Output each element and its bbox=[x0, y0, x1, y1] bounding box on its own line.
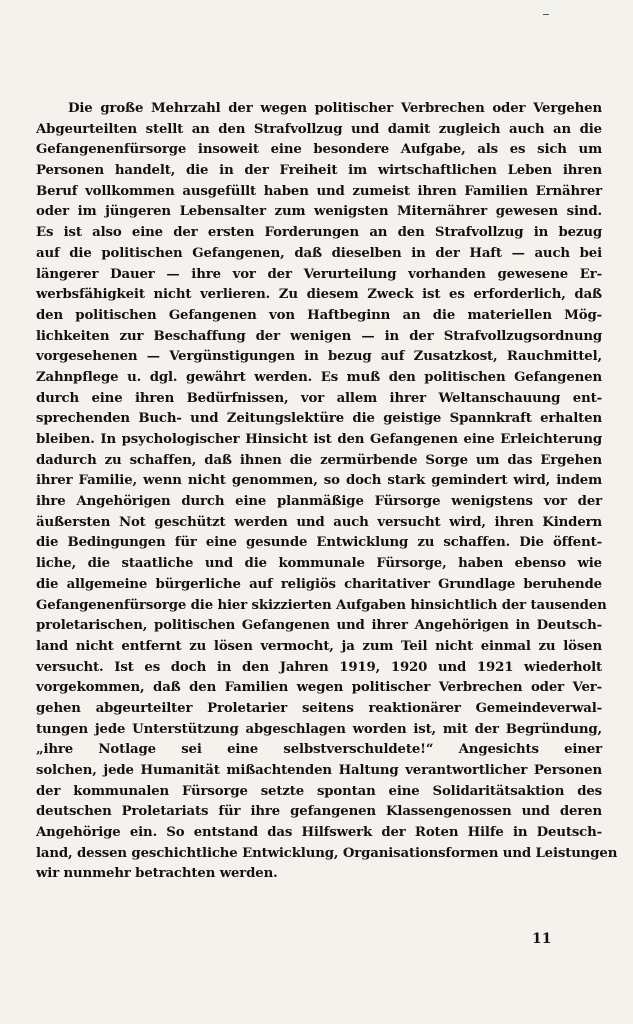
text-line: Die große Mehrzahl der wegen politischer Verbrechen oder Vergehen bbox=[68, 101, 602, 116]
text-line: Personen handelt, die in der Freiheit im wirtschaftlichen Leben ihren bbox=[36, 163, 602, 179]
text-line: proletarischen, politischen Gefangenen und ihrer Angehörigen in Deutsch- bbox=[36, 618, 602, 634]
text-line: durch eine ihren Bedürfnissen, vor allem ihrer Weltanschauung ent- bbox=[36, 390, 602, 406]
text-line: längerer Dauer — ihre vor der Verurteilung vorhanden gewesene Er- bbox=[36, 266, 602, 282]
text-line: Zahnpflege u. dgl. gewährt werden. Es muß den politischen Gefangenen bbox=[36, 369, 602, 385]
text-line: ihrer Familie, wenn nicht genommen, so doch stark gemindert wird, indem bbox=[36, 473, 602, 489]
text-line: solchen, jede Humanität mißachtenden Haltung verantwortlicher Personen bbox=[36, 763, 602, 778]
text-line: die Bedingungen für eine gesunde Entwicklung zu schaffen. Die öffent- bbox=[36, 535, 602, 551]
text-line: wir nunmehr betrachten werden. bbox=[36, 866, 278, 882]
text-line: Gefangenenfürsorge insoweit eine besondere Aufgabe, als es sich um bbox=[36, 142, 602, 158]
text-line: die allgemeine bürgerliche auf religiös charitativer Grundlage beruhende bbox=[36, 576, 602, 592]
text-line: gehen abgeurteilter Proletarier seitens reaktionärer Gemeindeverwal- bbox=[36, 700, 602, 716]
text-line: land, dessen geschichtliche Entwicklung, Organisationsformen und Leistungen bbox=[36, 845, 618, 861]
text-line: Angehörige ein. So entstand das Hilfswerk der Roten Hilfe in Deutsch- bbox=[36, 825, 602, 841]
text-line: den politischen Gefangenen von Haftbeginn an die materiellen Mög- bbox=[36, 307, 602, 323]
text-line: Gefangenenfürsorge die hier skizzierten Aufgaben hinsichtlich der tausenden bbox=[36, 597, 607, 613]
text-line: der kommunalen Fürsorge setzte spontan eine Solidaritätsaktion des bbox=[36, 783, 602, 799]
text-line: auf die politischen Gefangenen, daß dieselben in der Haft — auch bei bbox=[36, 245, 602, 261]
text-line: werbsfähigkeit nicht verlieren. Zu diesem Zweck ist es erforderlich, daß bbox=[36, 287, 602, 303]
text-line: Abgeurteilten stellt an den Strafvollzug und damit zugleich auch an die bbox=[36, 121, 602, 137]
body-paragraph bbox=[36, 99, 618, 885]
text-line: liche, die staatliche und die kommunale Fürsorge, haben ebenso wie bbox=[36, 556, 602, 572]
text-line: versucht. Ist es doch in den Jahren 1919, 1920 und 1921 wiederholt bbox=[36, 659, 602, 675]
text-line: tungen jede Unterstützung abgeschlagen worden ist, mit der Begründung, bbox=[36, 721, 602, 737]
text-line: Es ist also eine der ersten Forderungen an den Strafvollzug in bezug bbox=[36, 225, 602, 241]
text-line: dadurch zu schaffen, daß ihnen die zermürbende Sorge um das Ergehen bbox=[36, 452, 602, 468]
text-line: bleiben. In psychologischer Hinsicht ist den Gefangenen eine Erleichterung bbox=[36, 432, 602, 447]
page-number: 11 bbox=[532, 931, 552, 947]
text-line: Beruf vollkommen ausgefüllt haben und zumeist ihren Familien Ernährer bbox=[36, 183, 602, 199]
text-line: deutschen Proletariats für ihre gefangenen Klassengenossen und deren bbox=[36, 804, 602, 820]
scan-mark bbox=[543, 14, 549, 15]
text-line: lichkeiten zur Beschaffung der wenigen — in der Strafvollzugsordnung bbox=[36, 328, 602, 344]
text-line: ihre Angehörigen durch eine planmäßige Fürsorge wenigstens vor der bbox=[36, 494, 602, 510]
text-line: sprechenden Buch- und Zeitungslektüre die geistige Spannkraft erhalten bbox=[36, 411, 602, 427]
text-line: „ihre Notlage sei eine selbstverschuldete!“ Angesichts einer bbox=[36, 742, 602, 758]
text-line: vorgesehenen — Vergünstigungen in bezug auf Zusatzkost, Rauchmittel, bbox=[36, 349, 602, 365]
text-line: oder im jüngeren Lebensalter zum wenigsten Miternährer gewesen sind. bbox=[36, 204, 602, 220]
text-line: vorgekommen, daß den Familien wegen politischer Verbrechen oder Ver- bbox=[36, 680, 602, 696]
text-line: land nicht entfernt zu lösen vermocht, ja zum Teil nicht einmal zu lösen bbox=[36, 638, 602, 654]
text-line: äußersten Not geschützt werden und auch versucht wird, ihren Kindern bbox=[36, 514, 602, 530]
